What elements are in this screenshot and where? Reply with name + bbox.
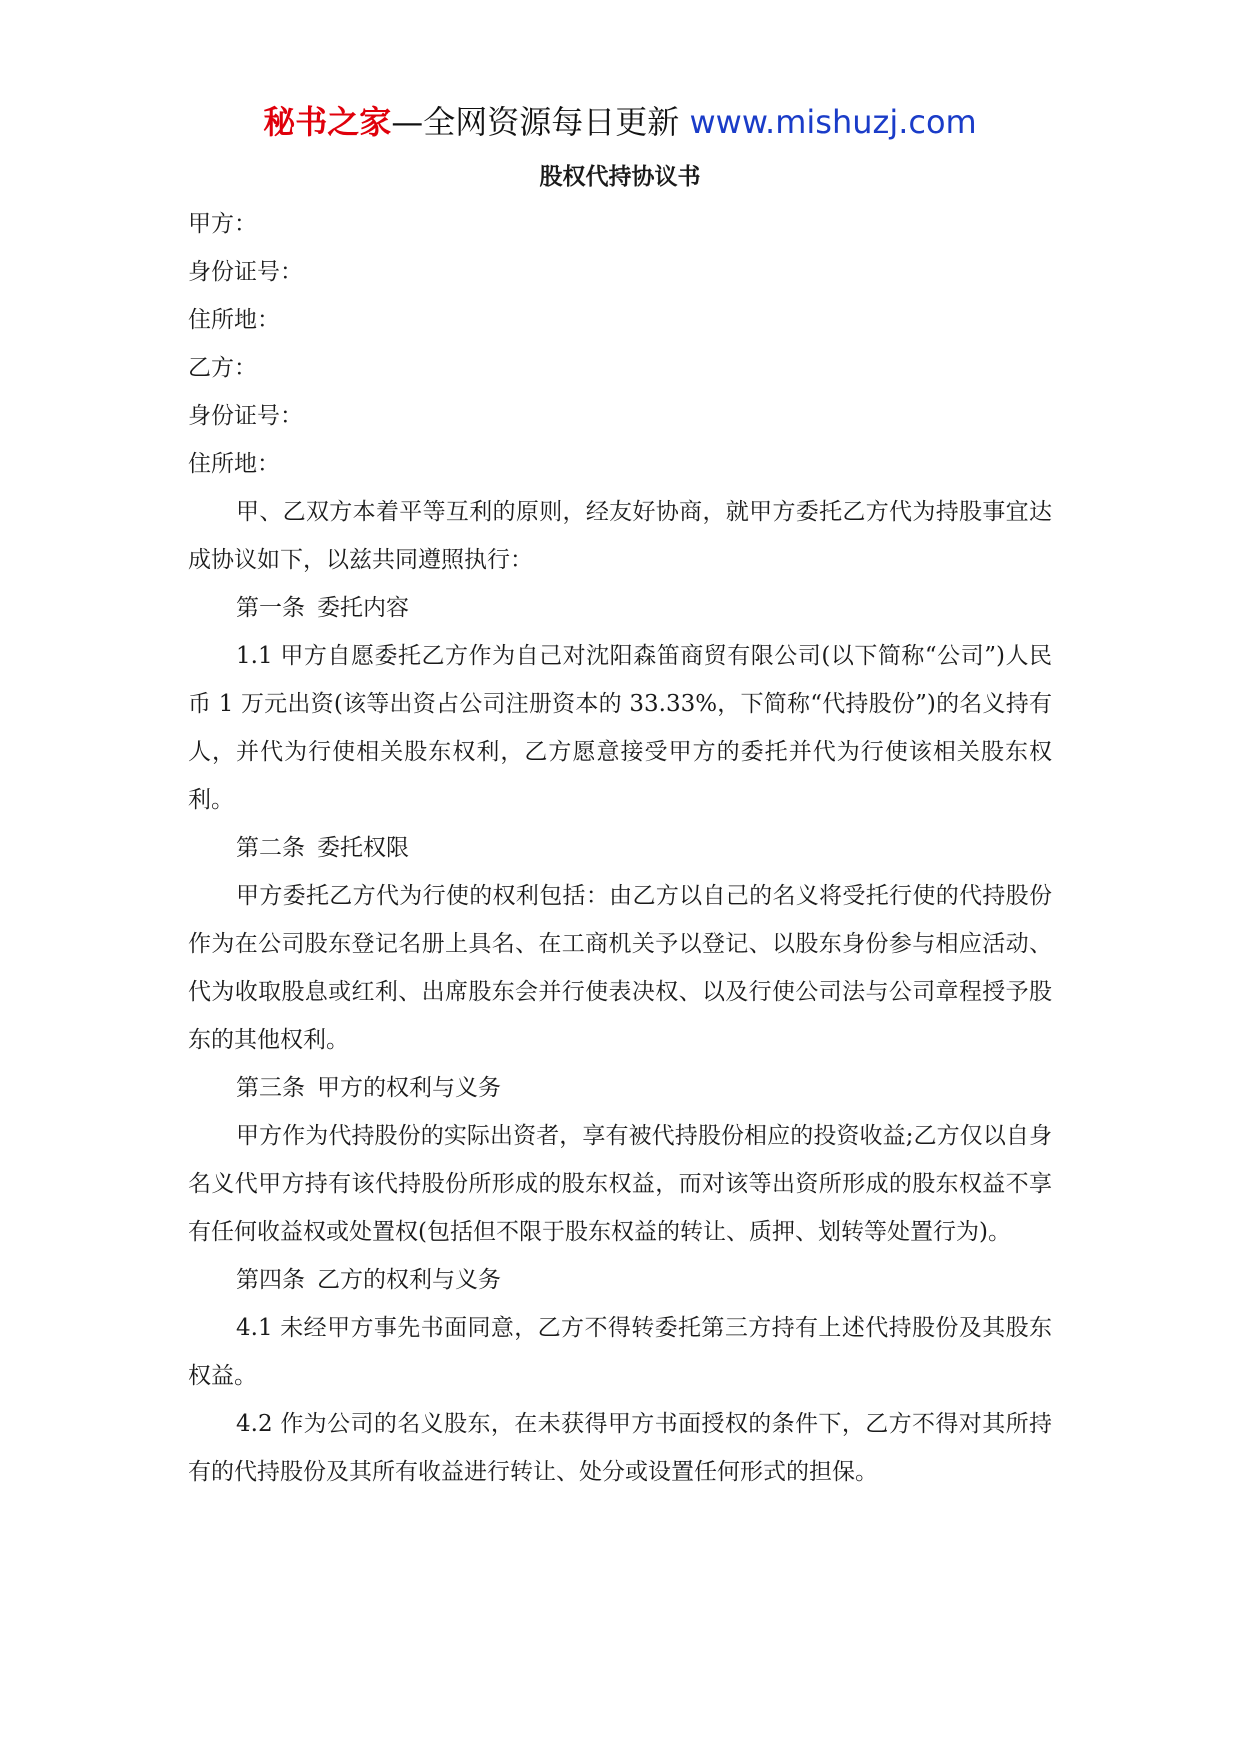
- party-b-id: 身份证号：: [188, 403, 303, 429]
- header-tagline: —全网资源每日更新: [391, 103, 690, 141]
- party-a-label: 甲方：: [188, 211, 257, 237]
- party-b-label: 乙方：: [188, 355, 257, 381]
- article-4-number: 第四条: [236, 1267, 305, 1293]
- article-1-heading: [188, 584, 1052, 632]
- brand-name: 秘书之家: [263, 103, 392, 141]
- article-2-heading: [188, 824, 1052, 872]
- party-b-address: 住所地：: [188, 451, 280, 477]
- article-3-title: 甲方的权利与义务: [317, 1075, 501, 1101]
- article-4-title: 乙方的权利与义务: [317, 1267, 501, 1293]
- article-2-number: 第二条: [236, 835, 305, 861]
- document-title: 股权代持协议书: [539, 163, 701, 190]
- article-4-heading: [188, 1256, 1052, 1304]
- article-3-number: 第三条: [236, 1075, 305, 1101]
- article-3-heading: [188, 1064, 1052, 1112]
- article-4-clause-2: 4.2 作为公司的名义股东，在未获得甲方书面授权的条件下，乙方不得对其所持有的代持股份及其所有收益进行转让、处分或设置任何形式的担保。: [188, 1411, 1052, 1485]
- article-1-clause-1: 1.1 甲方自愿委托乙方作为自己对沈阳森笛商贸有限公司(以下简称“公司”)人民币 1 万元出资(该等出资占公司注册资本的 33.33%，下简称“代持股份”)的名义持有人，并代为行使相关股东权利，乙方愿意接受甲方的委托并代为行使该相关股东权利。: [188, 643, 1052, 813]
- party-a-id: 身份证号：: [188, 259, 303, 285]
- article-1-title: 委托内容: [317, 595, 409, 621]
- article-4-clause-1: 4.1 未经甲方事先书面同意，乙方不得转委托第三方持有上述代持股份及其股东权益。: [188, 1315, 1052, 1389]
- site-header: [0, 100, 1240, 144]
- article-2-body: 甲方委托乙方代为行使的权利包括：由乙方以自己的名义将受托行使的代持股份作为在公司股东登记名册上具名、在工商机关予以登记、以股东身份参与相应活动、代为收取股息或红利、出席股东会并行使表决权、以及行使公司法与公司章程授予股东的其他权利。: [188, 883, 1052, 1053]
- preamble-paragraph: 甲、乙双方本着平等互利的原则，经友好协商，就甲方委托乙方代为持股事宜达成协议如下，以兹共同遵照执行：: [188, 499, 1052, 573]
- article-2-title: 委托权限: [317, 835, 409, 861]
- document-body: [188, 200, 1052, 1496]
- article-3-body: 甲方作为代持股份的实际出资者，享有被代持股份相应的投资收益;乙方仅以自身名义代甲方持有该代持股份所形成的股东权益，而对该等出资所形成的股东权益不享有任何收益权或处置权(包括但不限于股东权益的转让、质押、划转等处置行为)。: [188, 1123, 1052, 1245]
- site-url[interactable]: www.mishuzj.com: [689, 103, 977, 141]
- party-a-address: 住所地：: [188, 307, 280, 333]
- article-1-number: 第一条: [236, 595, 305, 621]
